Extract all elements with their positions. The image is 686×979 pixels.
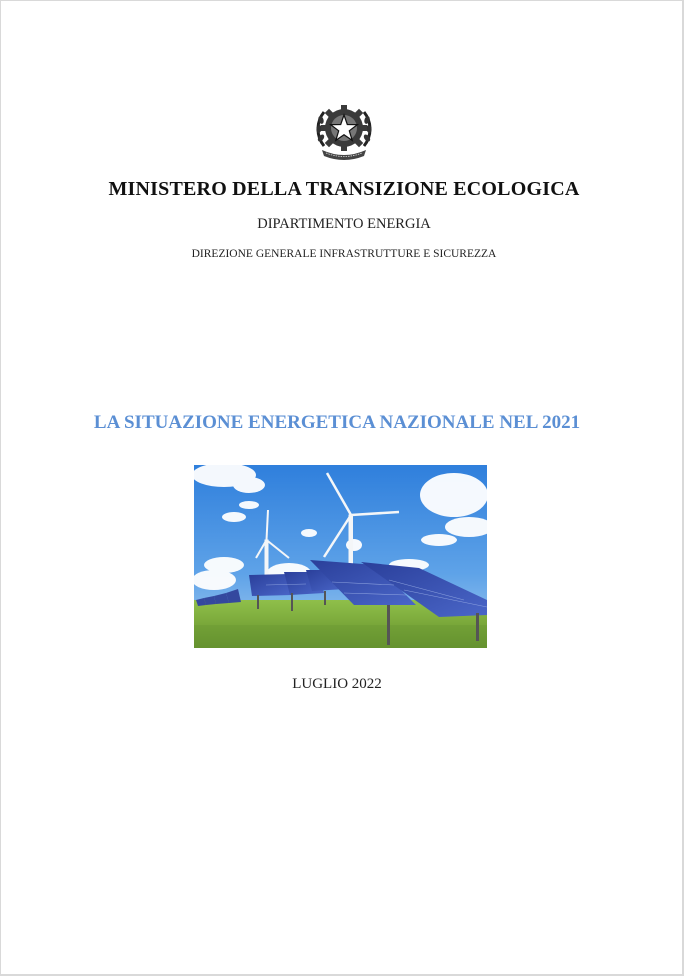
italian-republic-emblem-icon	[312, 100, 376, 164]
solar-panels-wind-turbines-image	[194, 465, 487, 648]
report-title: LA SITUAZIONE ENERGETICA NAZIONALE NEL 2021	[93, 412, 581, 433]
publication-date: LUGLIO 2022	[292, 676, 382, 692]
department-name: DIPARTIMENTO ENERGIA	[257, 216, 431, 232]
ministry-name: MINISTERO DELLA TRANSIZIONE ECOLOGICA	[108, 178, 580, 200]
direction-name: DIREZIONE GENERALE INFRASTRUTTURE E SICUREZZA	[191, 248, 497, 260]
